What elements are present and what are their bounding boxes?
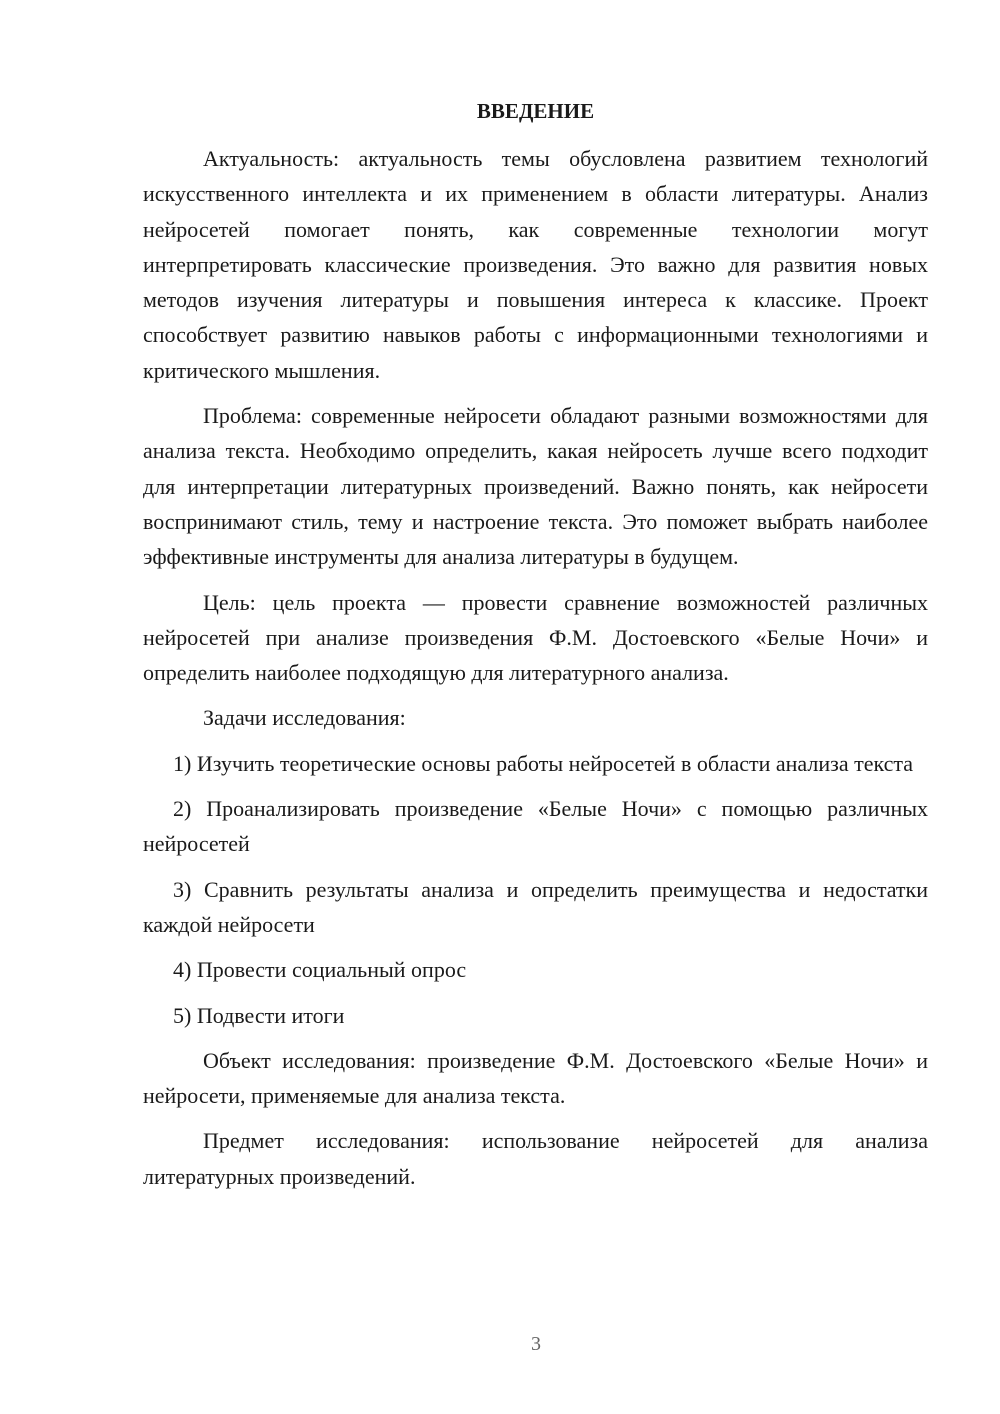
paragraph-goal: Цель: цель проекта — провести сравнение возможностей различных нейросетей при анализе произведения Ф.М. Достоевского «Белые Ночи» и определить наиболее подходящую для литературного анализа. (143, 589, 928, 686)
page-title: ВВЕДЕНИЕ (476, 99, 595, 123)
task-item: 4) Провести социальный опрос (173, 957, 467, 983)
paragraph-relevance: Актуальность: актуальность темы обусловлена развитием технологий искусственного интеллекта и их применением в области литературы. Анализ нейросетей помогает понять, как современные технологии могут интерпретировать классические произведения. Это важно для развития новых методов изучения литературы и повышения интереса к классике. Проект способствует развитию навыков работы с информационными технологиями и критического мышления. (143, 146, 928, 383)
task-item: 1) Изучить теоретические основы работы нейросетей в области анализа текста (173, 750, 914, 776)
task-item: 3) Сравнить результаты анализа и определить преимущества и недостатки каждой нейросети (143, 876, 928, 937)
document-body (143, 141, 928, 1204)
page-number: 3 (531, 1333, 541, 1355)
paragraph-subject: Предмет исследования: использование нейросетей для анализа литературных произведений. (143, 1128, 928, 1189)
paragraph-object: Объект исследования: произведение Ф.М. Достоевского «Белые Ночи» и нейросети, применяемые для анализа текста. (143, 1047, 928, 1109)
paragraph-problem: Проблема: современные нейросети обладают разными возможностями для анализа текста. Необходимо определить, какая нейросеть лучше всего подходит для интерпретации литературных произведений. Важно понять, как нейросети воспринимают стиль, тему и настроение текста. Это поможет выбрать наиболее эффективные инструменты для анализа литературы в будущем. (143, 403, 928, 570)
task-item: 2) Проанализировать произведение «Белые Ночи» с помощью различных нейросетей (143, 796, 928, 857)
task-item: 5) Подвести итоги (173, 1002, 345, 1028)
tasks-heading: Задачи исследования: (203, 705, 406, 731)
